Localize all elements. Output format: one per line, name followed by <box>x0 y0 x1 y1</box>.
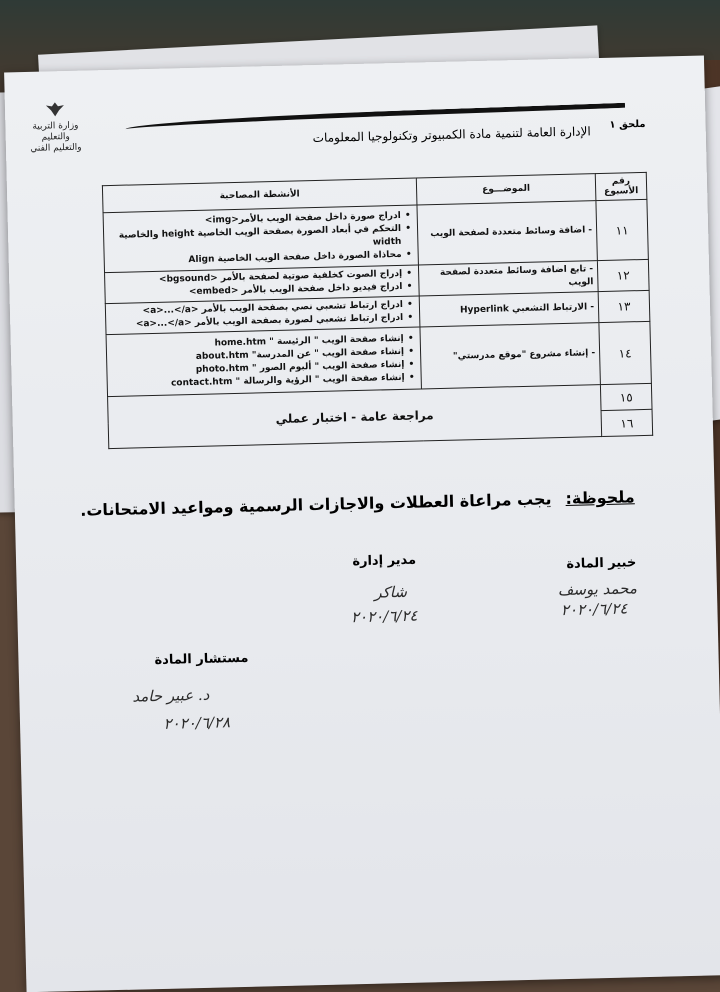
header-week: رقم الأسبوع <box>595 172 647 200</box>
activity-item: • إدراج الصوت كخلفية صوتية لصفحة بالأمر <bgsound> <box>109 268 402 288</box>
week-number: ١١ <box>596 199 648 260</box>
topic-cell: - تابع اضافة وسائط متعددة لصفحة الويب <box>418 261 598 296</box>
week-number: ١٢ <box>597 259 649 291</box>
department-header: الإدارة العامة لتنمية مادة الكمبيوتر وتكنولوجيا المعلومات <box>312 124 591 146</box>
topic-cell: - إنشاء مشروع "موقع مدرستي" <box>420 323 600 389</box>
header-topic: الموضـــوع <box>416 174 596 205</box>
ministry-logo <box>25 101 86 155</box>
topic-cell: - اضافة وسائط متعددة لصفحة الويب <box>417 201 597 265</box>
subject-expert-signature: محمد يوسف <box>557 579 638 600</box>
week-number: ١٤ <box>599 321 651 384</box>
week-number: ١٥ <box>600 383 652 410</box>
document-page <box>4 55 720 992</box>
activity-item: • ادراج ارتباط تشعبي نصي بصفحة الويب بالأمر <a>...</a> <box>110 299 403 319</box>
note <box>80 487 635 520</box>
activity-item: • إنشاء صفحة الويب " عن المدرسة" about.htm <box>111 345 404 365</box>
admin-manager-date: ٢٠٢٠/٦/٢٤ <box>350 606 418 627</box>
admin-manager-signature: شاكر <box>374 582 408 602</box>
logo-text-line: وزارة التربية والتعليم <box>32 120 79 143</box>
note-label: ملحوظة: <box>565 487 635 508</box>
subject-advisor-title: مستشار المادة <box>154 650 249 669</box>
week-number: ١٣ <box>598 290 650 322</box>
activity-item: • إنشاء صفحة الويب " ألبوم الصور " photo.htm <box>111 358 404 378</box>
review-cell: مراجعة عامة - اختبار عملي <box>108 385 602 449</box>
logo-text-line: والتعليم الفني <box>30 142 82 154</box>
subject-advisor-signature: د. عبير حامد <box>132 685 210 706</box>
activities-cell <box>106 327 421 397</box>
activity-item: • إنشاء صفحة الويب " الرؤية والرسالة " contact.htm <box>112 371 405 391</box>
subject-advisor-date: ٢٠٢٠/٦/٢٨ <box>163 713 231 733</box>
subject-expert-title: خبير المادة <box>566 555 637 572</box>
subject-expert-date: ٢٠٢٠/٦/٢٤ <box>560 599 628 620</box>
week-number: ١٦ <box>601 409 653 436</box>
activity-item: • ادراج فيديو داخل صفحة الويب بالأمر <embed> <box>109 281 402 301</box>
activity-item: • التحكم في أبعاد الصورة بصفحة الويب الخاصية height والخاصية width <box>108 222 402 255</box>
annex-label: ملحق ١ <box>609 118 646 131</box>
curriculum-table <box>102 172 653 449</box>
topic-cell: - الارتباط التشعبي Hyperlink <box>419 292 599 327</box>
activity-item: • إنشاء صفحة الويب " الرئيسة " home.htm <box>111 332 404 352</box>
activities-cell <box>103 205 418 273</box>
activity-item: • ادراج ارتباط تشعبي لصورة بصفحة الويب بالأمر <a>...</a> <box>110 312 403 332</box>
header-activities: الأنشطة المصاحبة <box>102 178 417 213</box>
activity-item: • ادراج صورة داخل صفحة الويب بالأمر<img> <box>108 209 401 229</box>
activity-item: • محاذاة الصورة داخل صفحة الويب الخاصية Align <box>109 248 402 268</box>
admin-manager-title: مدير إدارة <box>352 552 417 570</box>
eagle-emblem-icon <box>25 101 85 122</box>
note-text: يجب مراعاة العطلات والاجازات الرسمية ومواعيد الامتحانات. <box>80 489 552 520</box>
